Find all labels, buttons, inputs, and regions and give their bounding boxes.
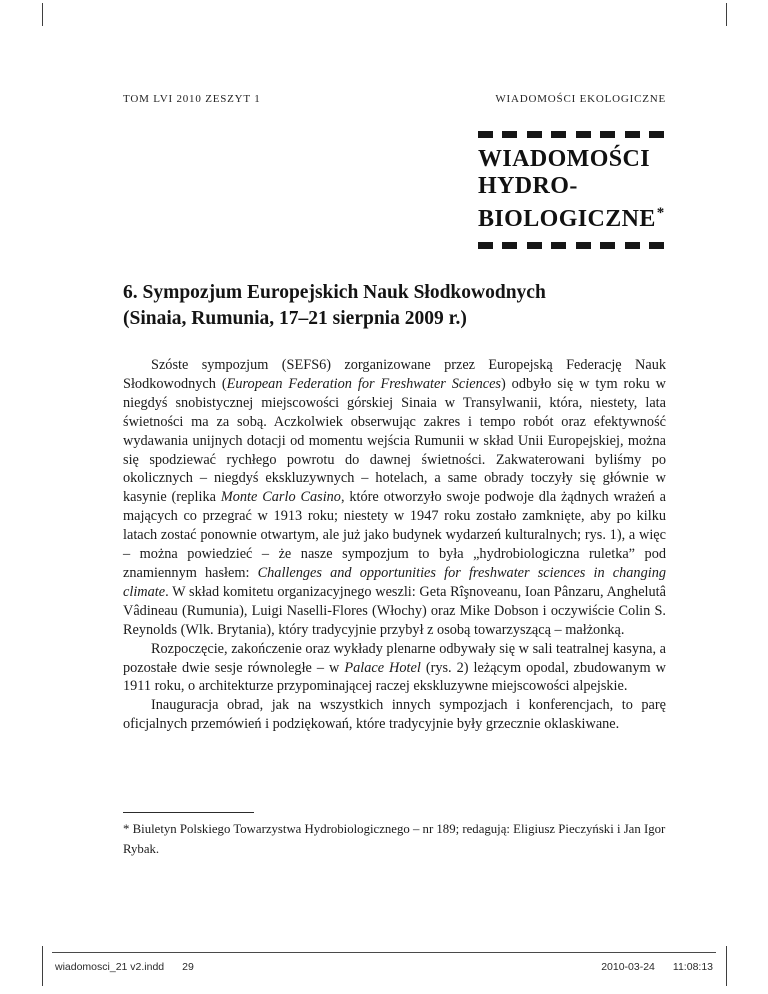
masthead-title <box>478 138 664 242</box>
article-title-line-2: (Sinaia, Rumunia, 17–21 sierpnia 2009 r.) <box>123 308 467 329</box>
article-title <box>123 280 666 332</box>
slug-line <box>55 961 713 973</box>
body-text: , które otworzyło swoje podwoje dla żądnych wrażeń a mających co przegrać w 1913 roku; niestety w 1947 roku zostało zamknięte, aby po kilku latach zostać ponownie otwartym, ale już jako budynek wydarzeń kulturalnych; rys. 1), a więc – można powiedzieć – że nasze sympozjum to była „hydrobiologiczna ruletka” pod znamiennym hasłem: <box>123 489 667 581</box>
dash-mark <box>551 131 566 138</box>
dash-mark <box>502 131 517 138</box>
slug-filename: wiadomosci_21 v2.indd <box>55 961 165 973</box>
masthead-dash-row-bottom <box>478 242 664 249</box>
dash-mark <box>600 242 615 249</box>
paragraph <box>123 640 666 697</box>
dash-mark <box>649 131 664 138</box>
slug-right <box>601 961 713 973</box>
masthead-line-3-text: BIOLOGICZNE <box>478 206 656 232</box>
slug-time: 11:08:13 <box>672 961 713 973</box>
crop-mark-top-right <box>726 3 727 26</box>
masthead-line-1: WIADOMOŚCI <box>478 146 651 172</box>
crop-mark-bottom-left <box>42 946 43 986</box>
body-text: Szóste sympozjum (SEFS6) zorganizowane przez Europejską Federację Nauk Słodkowodnych ( <box>123 357 666 392</box>
body-text: ) odbyło się w tym roku w niegdyś snobistycznej miejscowości górskiej Sinaia w Transylwanii, która, niestety, lata świetności ma za sobą. Aczkolwiek obserwując zakres i tempo robót oraz efektywność wydawania unijnych dotacji od momentu wejścia Rumunii w skład Unii Europejskiej, można się spodziewać rychłego powrotu do dawnej świetności. Zakwaterowani byliśmy po okolicznych – niegdyś ekskluzywnych – hotelach, a same obrady toczyły się głównie w kasynie (replika <box>123 375 667 506</box>
running-head-left: TOM LVI 2010 ZESZYT 1 <box>123 93 261 105</box>
italic-text: Challenges and opportunities for freshwater sciences in changing climate <box>123 564 666 600</box>
dash-mark <box>625 242 640 249</box>
dash-mark <box>576 131 591 138</box>
paragraph <box>123 696 666 734</box>
body-text: Inauguracja obrad, jak na wszystkich innych sympozjach i konferencjach, to parę oficjalnych przemówień i podziękowań, które tradycyjnie były grzecznie oklaskiwane. <box>123 697 666 733</box>
dash-mark <box>502 242 517 249</box>
dash-mark <box>625 131 640 138</box>
footnote-text: * Biuletyn Polskiego Towarzystwa Hydrobiologicznego – nr 189; redagują: Eligiusz Pieczyński i Jan Igor Rybak. <box>123 822 666 856</box>
dash-mark <box>478 242 493 249</box>
running-head-right: WIADOMOŚCI EKOLOGICZNE <box>495 93 666 105</box>
dash-mark <box>478 131 493 138</box>
footnote-rule <box>123 812 254 813</box>
masthead-dash-row-top <box>478 131 664 138</box>
bulletin-masthead <box>478 131 664 249</box>
masthead-footnote-marker: * <box>656 205 665 221</box>
dash-mark <box>551 242 566 249</box>
slug-page-number: 29 <box>182 961 194 973</box>
crop-mark-top-left <box>42 3 43 26</box>
italic-text: European Federation for Freshwater Sciences <box>226 375 501 392</box>
italic-text: Palace Hotel <box>344 659 421 676</box>
body-text: Rozpoczęcie, zakończenie oraz wykłady plenarne odbywały się w sali teatralnej kasyna, a pozostałe dwie sesje równoległe – w <box>123 640 666 676</box>
paragraph <box>123 356 666 640</box>
masthead-line-2: HYDRO- <box>478 173 578 199</box>
dash-mark <box>600 131 615 138</box>
crop-mark-bottom-right <box>726 946 727 986</box>
dash-mark <box>649 242 664 249</box>
masthead-line-3 <box>478 200 664 233</box>
italic-text: Monte Carlo Casino <box>220 489 341 506</box>
article-title-line-1: 6. Sympozjum Europejskich Nauk Słodkowodnych <box>123 282 546 303</box>
running-head <box>123 93 666 105</box>
dash-mark <box>527 242 542 249</box>
footer-rule <box>52 952 716 953</box>
slug-date: 2010-03-24 <box>601 961 655 973</box>
body-paragraphs <box>123 356 666 734</box>
slug-left <box>55 961 194 973</box>
body-text: . W skład komitetu organizacyjnego weszli: Geta Rîşnoveanu, Ioan Pânzaru, Anghelutâ Vâdineau (Rumunia), Luigi Naselli-Flores (Włochy) oraz Mike Dobson i oczywiście Colin S. Reynolds (Wlk. Brytania), który tradycyjnie przybył z osobą towarzyszącą – małżonką. <box>123 583 666 638</box>
dash-mark <box>527 131 542 138</box>
dash-mark <box>576 242 591 249</box>
body-text: (rys. 2) leżącym opodal, zbudowanym w 1911 roku, o architekturze przypominającej raczej ekskluzywne miejscowości alpejskie. <box>123 659 667 695</box>
